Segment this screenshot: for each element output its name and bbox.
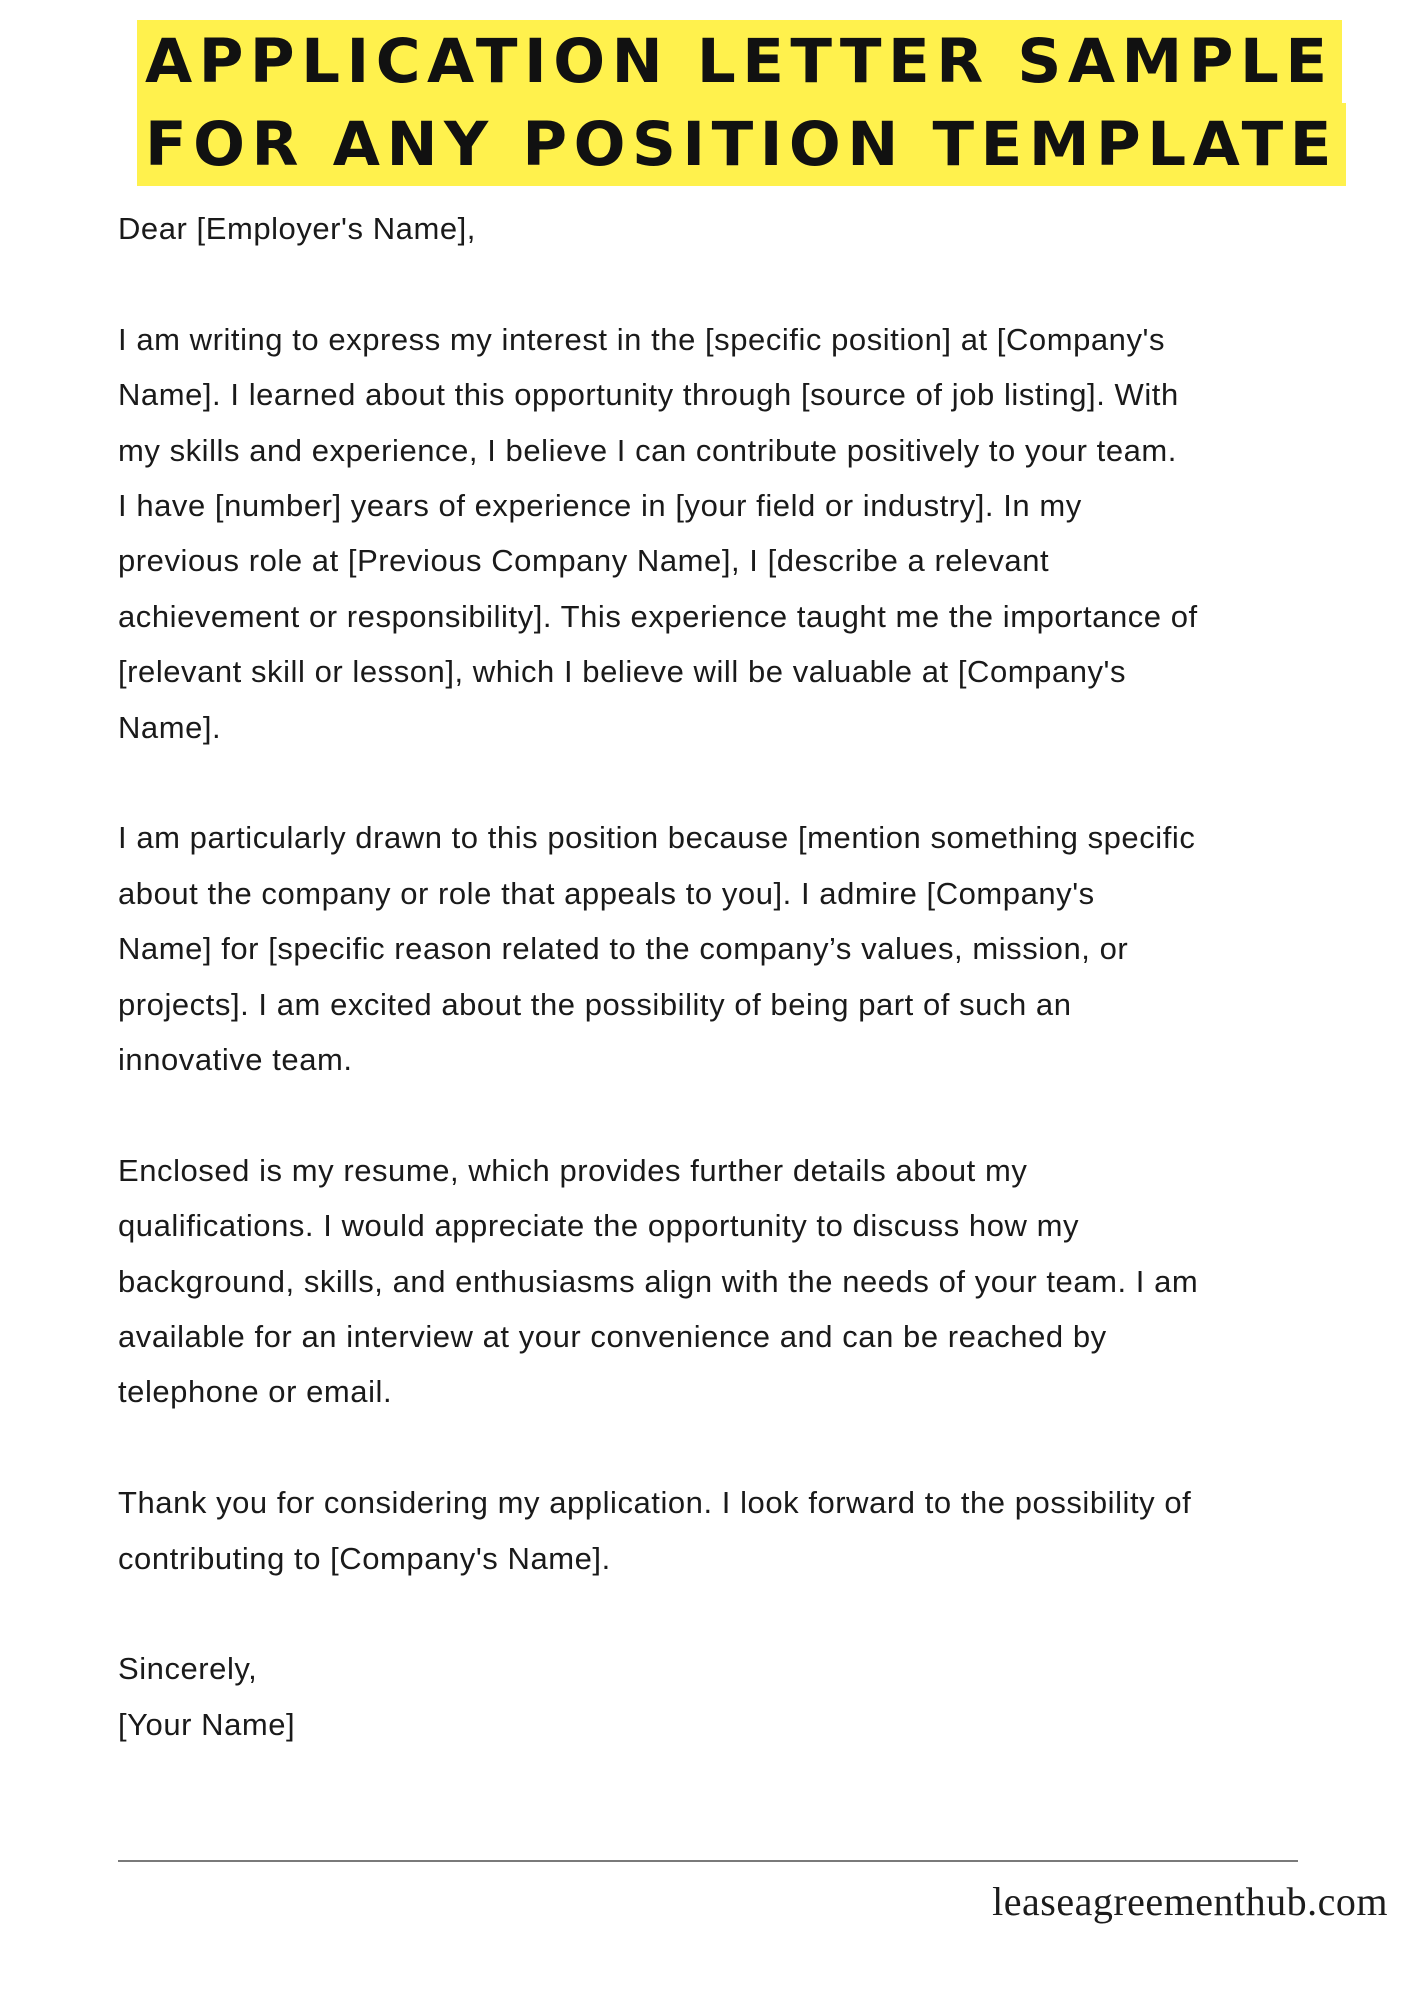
document-title <box>137 20 1338 186</box>
signature: [Your Name] <box>118 1706 296 1742</box>
paragraph-enclosure: Enclosed is my resume, which provides further details about my qualifications. I would appreciate the opportunity to discuss how my background, skills, and enthusiasms align with the needs of your team. I am available for an interview at your convenience and can be reached by telephone or email. <box>118 1152 1199 1410</box>
title-line-2: FOR ANY POSITION TEMPLATE <box>137 103 1346 186</box>
paragraph-introduction: I am writing to express my interest in the [specific position] at [Company's Name]. I learned about this opportunity through [source of job listing]. With my skills and experience, I believe I can contribute positively to your team. I have [number] years of experience in [your field or industry]. In my previous role at [Previous Company Name], I [describe a relevant achievement or responsibility]. This experience taught me the importance of [relevant skill or lesson], which I believe will be valuable at [Company's Name]. <box>118 321 1198 745</box>
footer-divider <box>118 1860 1298 1862</box>
title-line-1: APPLICATION LETTER SAMPLE <box>137 20 1342 103</box>
paragraph-thanks: Thank you for considering my application. I look forward to the possibility of contributing to [Company's Name]. <box>118 1485 1192 1576</box>
letter-body <box>118 201 1318 1752</box>
closing: Sincerely, <box>118 1651 258 1687</box>
salutation: Dear [Employer's Name], <box>118 211 476 246</box>
paragraph-motivation: I am particularly drawn to this position because [mention something specific about the company or role that appeals to you]. I admire [Company's Name] for [specific reason related to the company’s values, mission, or projects]. I am excited about the possibility of being part of such an innovative team. <box>118 820 1196 1078</box>
footer-website: leaseagreementhub.com <box>992 1879 1388 1924</box>
